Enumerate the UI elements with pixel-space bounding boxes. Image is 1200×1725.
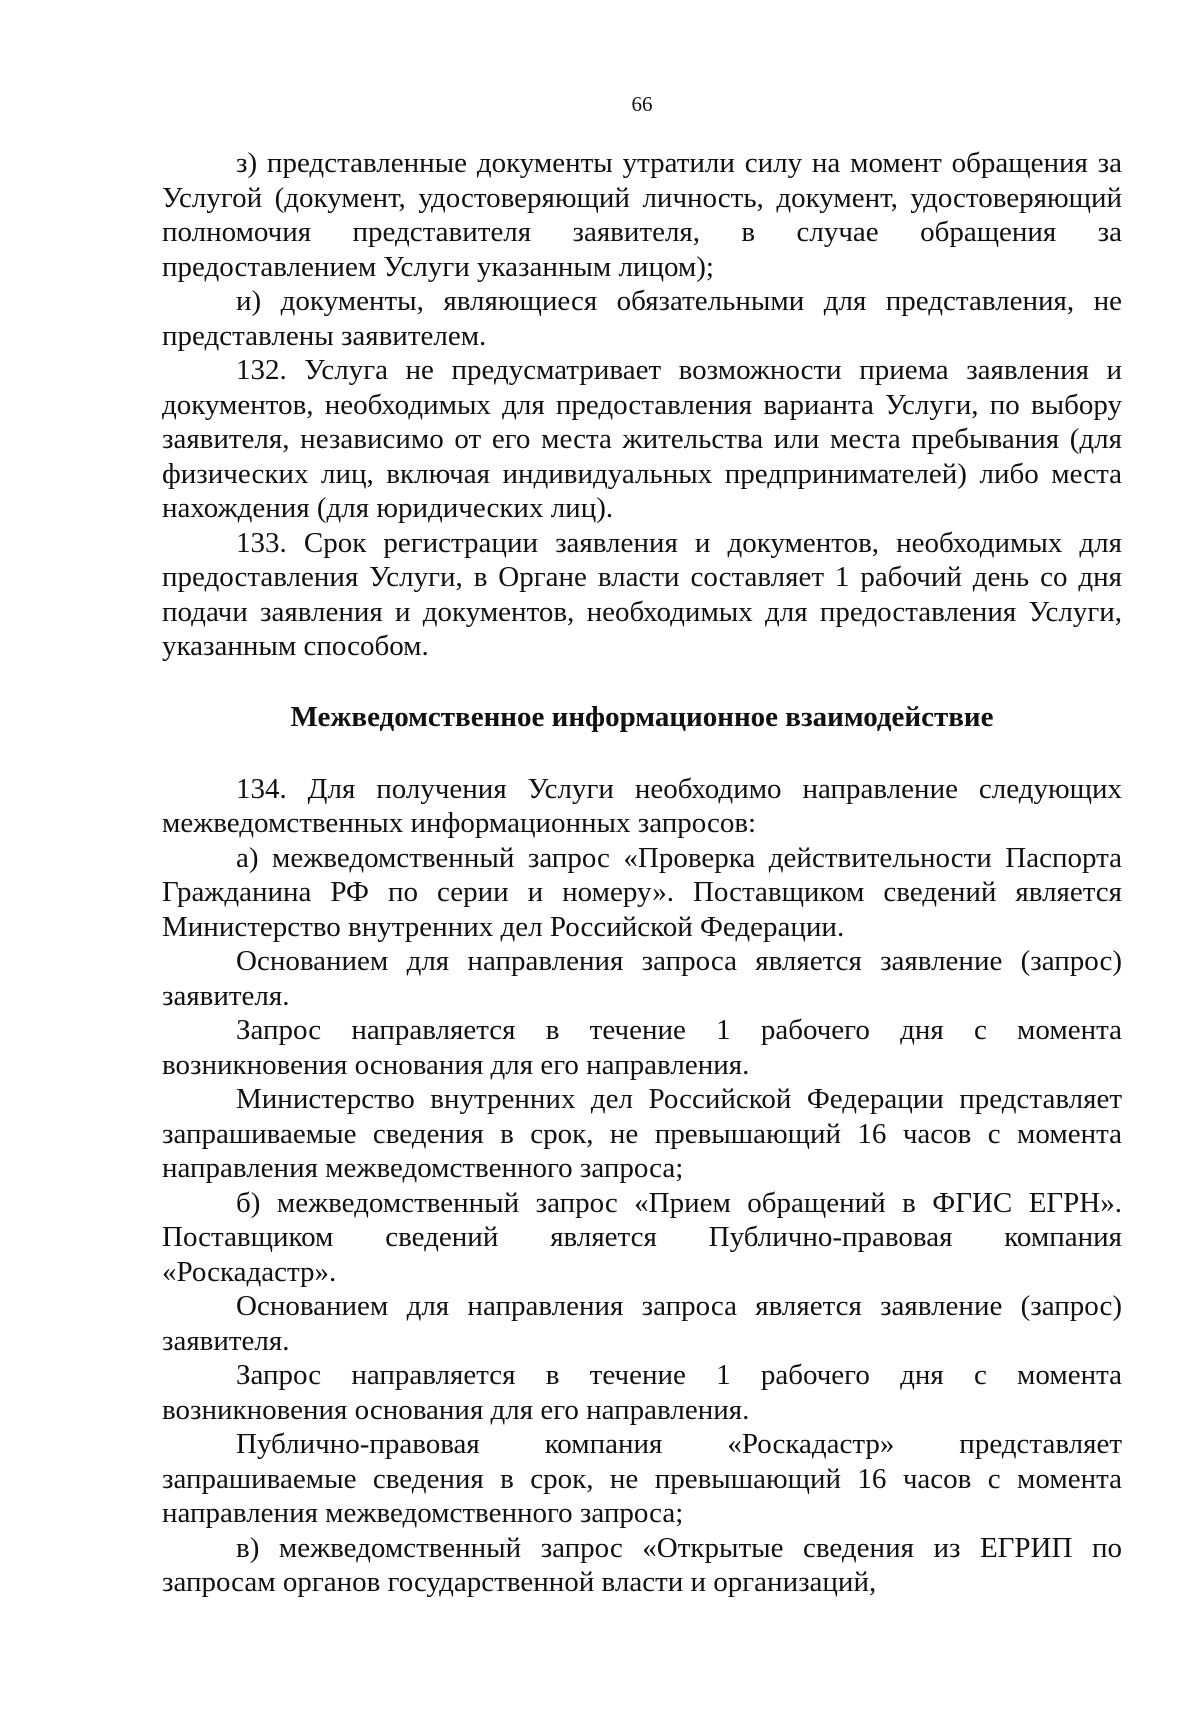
section-heading: Межведомственное информационное взаимодействие: [290, 700, 994, 733]
paragraph-132: 132. Услуга не предусматривает возможности приема заявления и документов, необходимых для предоставления варианта Услуги, по выбору заявителя, независимо от его места жительства или места пребывания (для физических лиц, включая индивидуальных предпринимателей) либо места нахождения (для юридических лиц).: [162, 354, 1122, 524]
paragraph-i: и) документы, являющиеся обязательными для представления, не представлены заявителем.: [162, 285, 1122, 352]
page-number: 66: [631, 92, 653, 116]
paragraph-b: б) межведомственный запрос «Прием обращений в ФГИС ЕГРН». Поставщиком сведений является Публично-правовая компания «Роскадастр».: [162, 1186, 1122, 1288]
paragraph-b-basis: Основанием для направления запроса является заявление (запрос) заявителя.: [162, 1290, 1122, 1357]
paragraph-133: 133. Срок регистрации заявления и документов, необходимых для предоставления Услуги, в Органе власти составляет 1 рабочий день со дня подачи заявления и документов, необходимых для предоставления Услуги, указанным способом.: [162, 526, 1122, 662]
paragraph-b-timing: Запрос направляется в течение 1 рабочего дня с момента возникновения основания для его направления.: [162, 1359, 1122, 1426]
paragraph-a-timing: Запрос направляется в течение 1 рабочего дня с момента возникновения основания для его направления.: [162, 1014, 1122, 1081]
paragraph-z: з) представленные документы утратили силу на момент обращения за Услугой (документ, удостоверяющий личность, документ, удостоверяющий полномочия представителя заявителя, в случае обращения за предоставлением Услуги указанным лицом);: [162, 147, 1122, 283]
paragraph-a-basis: Основанием для направления запроса является заявление (запрос) заявителя.: [162, 945, 1122, 1012]
paragraph-a-response: Министерство внутренних дел Российской Федерации представляет запрашиваемые сведения в срок, не превышающий 16 часов с момента направления межведомственного запроса;: [162, 1083, 1122, 1184]
paragraph-b-response: Публично-правовая компания «Роскадастр» представляет запрашиваемые сведения в срок, не превышающий 16 часов с момента направления межведомственного запроса;: [162, 1428, 1122, 1529]
paragraph-134: 134. Для получения Услуги необходимо направление следующих межведомственных информационных запросов:: [162, 772, 1122, 839]
paragraph-v: в) межведомственный запрос «Открытые сведения из ЕГРИП по запросам органов государственной власти и организаций,: [162, 1531, 1122, 1598]
paragraph-a: а) межведомственный запрос «Проверка действительности Паспорта Гражданина РФ по серии и номеру». Поставщиком сведений является Министерство внутренних дел Российской Федерации.: [162, 841, 1122, 943]
